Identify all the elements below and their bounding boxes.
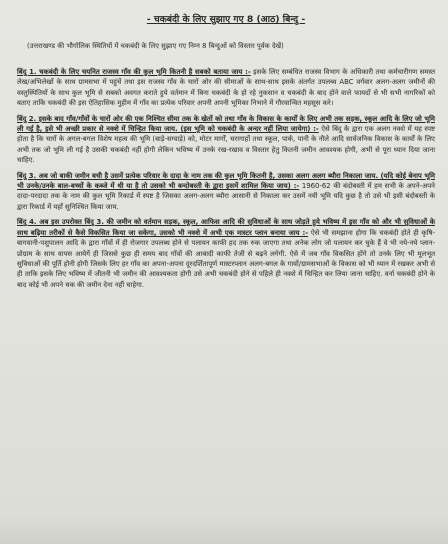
- point-4-heading: बिंदु 4. अब इस उपरोक्त बिंदु 3. की जमीन को वर्तमान सड़क, स्कूल, आफिस आदि की सुविधाओं के साथ जोड़ते हुये भविष्य में इस गाँव को और भी सुविधाओं के साथ बढ़िया तरीकों से कैसे विकसित किया जा सकेगा, उसको भी नक्शे में अभी एक मास्टर प्लान बनाया जाय :-: [17, 218, 435, 237]
- point-4-paragraph: [17, 217, 435, 290]
- point-3-paragraph: [17, 171, 435, 213]
- point-2-heading: बिंदु 2. इसके बाद गाँव/गाँवों के चारों ओर की एक निश्चित सीमा तक के खेतों को तथा गाँव के विकास के कार्यों के लिए अभी तक सड़क, स्कूल आदि के लिए जो भूमि ली गई है, इसे भी अच्छी प्रकार से नक्शे में चिन्हित किया जाय. (इस भूमि को चकबंदी के अन्दर नहीं लिया जायेगा) :-: [17, 114, 435, 134]
- point-1-paragraph: [17, 67, 435, 109]
- document-title: - चकबंदी के लिए सुझाए गए 8 (आठ) बिन्दु -: [146, 14, 306, 25]
- point-3-body: 1960-62 की बंदोबस्ती में हम सभी के अपने-अपने दादा-परदादा तक के नाम की कुल भूमि रिकार्ड में स्पष्ट है जिसका अलग-अलग ब्यौरा आसानी से निकाला कर उसमें नयी भूमि यदि कुछ है तो उसे भी इसी बंदोबस्ती के द्वारा रिकार्ड में यहाँ सुनिश्चित किया जाय.: [17, 182, 435, 211]
- point-4-body: ऐसे भी समझाना होगा कि चकबंदी होते ही कृषि-बागवानी-पशुपालन आदि के द्वारा गाँवों में ही रोजगार उपलब्ध होने से पलायन काफी हद तक रुक जाएगा तथा अनेक लोग जो पलायन कर चुके हैं वे भी नये-नये प्लान-प्रोग्राम के साथ वापस आयेगें ही जिससे कुछ ही समय बाद गाँवों की आबादी काफी तेजी से बढ़ने लगेगी. ऐसे में जब गाँव विकसित होंगे तो उनके लिए भी मूलभूत सुविधाओं की पूर्ति होनी होगी जिसके लिए हर गाँव का अपना-अपना दूरदर्शितापूर्ण मास्टरप्लान अलग-बगल के गावों/ग्रामसभाओं के विकास को भी ध्यान में रखकर अभी से ही ताकि इसके लिए भविष्य में जीतनी भी जमीन की आवश्यकता होगी उसे अभी चकबंदी होने से पहिले ही नक्शे में चिन्हित कर लिया जाना चाहिए. वर्ना चकबंदी होने के बाद कोई भी अपने चक की जमीन देना नहीं चाहेगा.: [17, 228, 435, 289]
- point-2-paragraph: [17, 114, 435, 166]
- point-1-heading: बिंदु 1. चकबंदी के लिए चयनित राजस्व गाँव की कुल भूमि कितनी है सबको बताया जाय :-: [17, 68, 251, 76]
- point-1-body: इसके लिए सम्बंधित राजस्व विभाग के अधिकारी तथा कर्मचारीगण समस्त लेख/अभिलेखों के साथ ग्रामसभा में पहुंचें तथा इस राजस्व गाँव के चारों ओर की सीमाओं के साथ-साथ इसके अंतर्गत उपलब्ध ABC वर्गवार अलग-अलग जमीनों की वस्तुस्थितियों के साथ कुल भूमि से सबको अवगत कराते हुये वर्तमान में बिना चकबंदी के हो रहे नुकसान व चकबंदी के बाद होने वाले फायदों से भी सभी नागरिकों को बताए ताकि चकबंदी की इस ऐतिहासिक मुहीम में गाँव का प्रत्येक परिवार अपनी अपनी भूमिका निभाने में गौरवान्वित महसूस करे।: [17, 68, 435, 108]
- point-3-heading: बिंदु 3. अब जो बाकी जमीन बची है उसमें प्रत्येक परिवार के दादा के नाम तक की कुल भूमि कितनी है, उसका अलग अलग ब्यौरा निकाला जाय. (यदि कोई बेनाप भूमि भी उनके/उनके बाल-बच्चों के कब्जे में थी या है तो उसको भी बन्दोबस्ती के द्वारा इसमें शामिल किया जाय) :-: [17, 171, 435, 191]
- document-intro: (उत्तराखण्ड की भौगोलिक स्थितियों में चकबंदी के लिए सुझाए गए निम्न 8 बिन्दुओं को विस्तार पूर्वक देखें): [27, 42, 284, 50]
- point-2-body: ऐसे बिंदु के द्वारा एक अलग नक्शे में यह स्पष्ट होता है कि चारों के अगल-बगल विशेष महत्व की भूमि (बाड़े-सग्वाड़े) को, मोटर मार्गों, चरागाहों तथा स्कूल, पार्क, पानी के नौले आदि सार्वजनिक विकास के कार्यों के लिए अभी तक जो भूमि ली गई है उसकी चकबंदी नहीं होगी लेकिन भविष्य में उनके रख-रखाव व विस्तार हेतु कितनी जमीन आवश्यक होगी, अभी से पूरा ध्यान दिया जाना चाहिए.: [17, 125, 436, 165]
- paper-shadow: [0, 514, 448, 544]
